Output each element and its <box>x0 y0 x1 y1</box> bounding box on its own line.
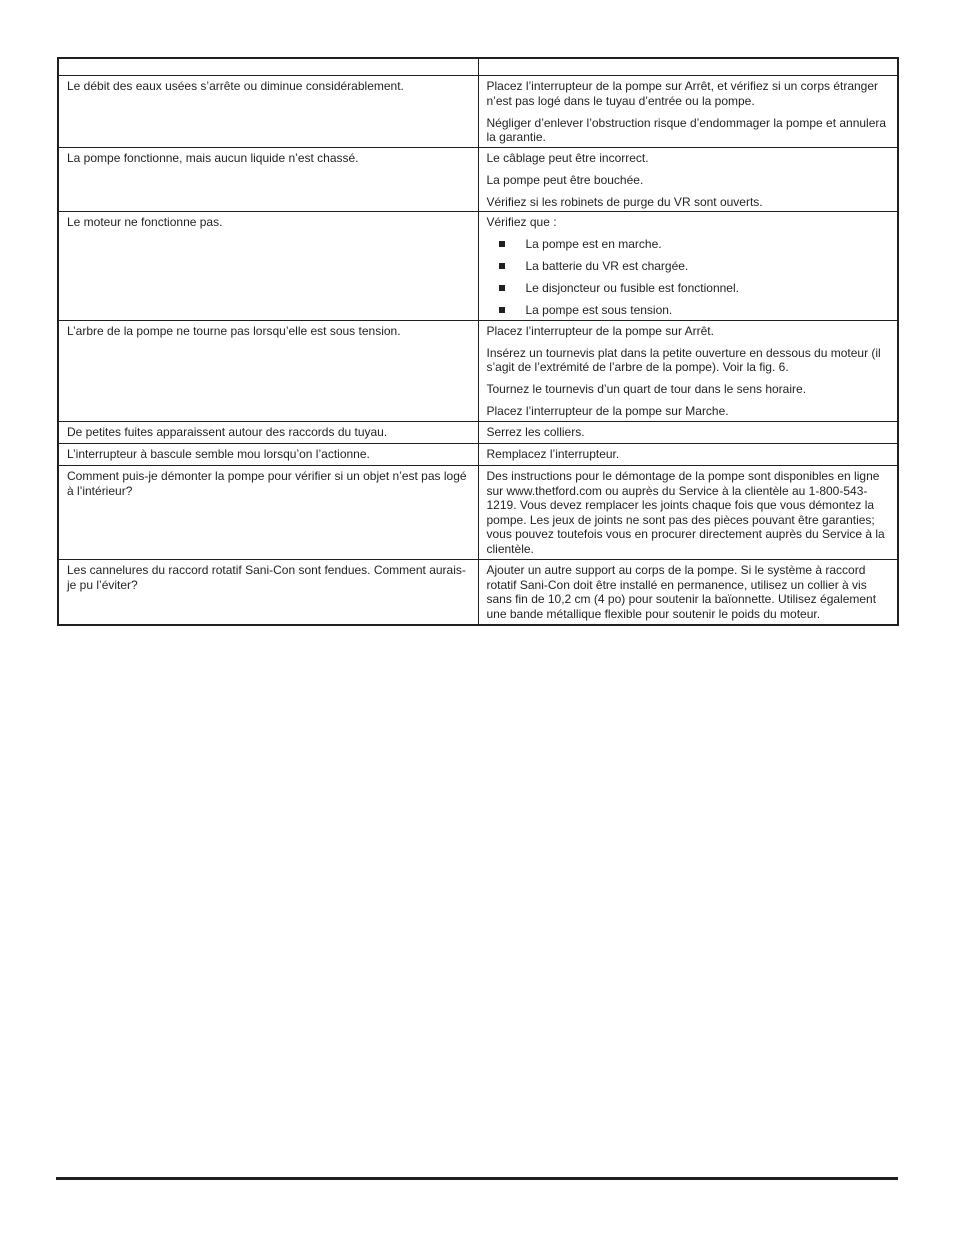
problem-text: La pompe fonctionne, mais aucun liquide n’est chassé. <box>67 150 359 165</box>
solution-text: Le câblage peut être incorrect. <box>486 150 649 165</box>
solution-text: Serrez les colliers. <box>486 425 585 439</box>
troubleshooting-table <box>57 57 899 626</box>
problem-cell <box>58 466 478 560</box>
problem-text: Les cannelures du raccord rotatif Sani-Con sont fendues. Comment aurais-je pu l’éviter? <box>67 563 466 592</box>
problem-cell <box>58 76 478 148</box>
solution-cell <box>478 320 898 421</box>
solution-text: Placez l’interrupteur de la pompe sur Marche. <box>486 404 729 419</box>
footer-divider <box>56 1177 898 1180</box>
bullet-item: La batterie du VR est chargée. <box>487 259 892 274</box>
solution-text: Des instructions pour le démontage de la pompe sont disponibles en ligne sur www.thetford.com ou auprès du Service à la clientèle au 1-800-543-1219. Vous devez remplacer les joints chaque fois que vous démontez la pompe. Les jeux de joints ne sont pas des pièces pouvant être garanties; vous pouvez toutefois vous en procurer directement auprès du Service à la clientèle. <box>486 469 885 556</box>
problem-cell <box>58 147 478 212</box>
problem-text: De petites fuites apparaissent autour des raccords du tuyau. <box>67 425 388 439</box>
solution-cell <box>478 444 898 466</box>
table-row <box>58 147 898 212</box>
solution-text: Insérez un tournevis plat dans la petite ouverture en dessous du moteur (il s’agit de l’extrémité de l’arbre de la pompe). Voir la fig. 6. <box>486 345 881 375</box>
problem-cell <box>58 212 478 321</box>
table-row <box>58 466 898 560</box>
solution-text: Placez l’interrupteur de la pompe sur Arrêt, et vérifiez si un corps étranger n’est pas logé dans le tuyau d’entrée ou la pompe. <box>486 79 879 108</box>
solution-cell <box>478 422 898 444</box>
problem-cell <box>58 444 478 466</box>
problem-text: L’arbre de la pompe ne tourne pas lorsqu’elle est sous tension. <box>67 323 401 338</box>
solution-text: Remplacez l’interrupteur. <box>486 447 620 461</box>
solution-text: Négliger d’enlever l’obstruction risque d’endommager la pompe et annulera la garantie. <box>486 115 887 145</box>
problem-text: L’interrupteur à bascule semble mou lorsqu’on l’actionne. <box>67 447 370 461</box>
solution-cell <box>478 212 898 321</box>
problem-text: Comment puis-je démonter la pompe pour vérifier si un objet n’est pas logé à l’intérieur? <box>67 469 467 498</box>
solution-cell <box>478 560 898 626</box>
problem-text: Le débit des eaux usées s’arrête ou diminue considérablement. <box>67 79 404 93</box>
solution-text: La pompe peut être bouchée. <box>486 172 644 187</box>
problem-cell <box>58 560 478 626</box>
solution-text: Vérifiez si les robinets de purge du VR sont ouverts. <box>486 194 763 209</box>
bullet-item: La pompe est en marche. <box>487 237 892 252</box>
problem-cell <box>58 320 478 421</box>
solution-text: Placez l’interrupteur de la pompe sur Arrêt. <box>486 323 714 338</box>
problem-cell <box>58 422 478 444</box>
table-row <box>58 444 898 466</box>
solution-text: Ajouter un autre support au corps de la pompe. Si le système à raccord rotatif Sani-Con doit être installé en permanence, utilisez un collier à vis sans fin de 10,2 cm (4 po) pour soutenir la baïonnette. Utilisez également une bande métallique flexible pour soutenir le poids du moteur. <box>486 563 877 621</box>
table-row <box>58 320 898 421</box>
table-header-row <box>58 58 898 76</box>
table-row <box>58 76 898 148</box>
header-cell-solution <box>478 58 898 76</box>
table-row <box>58 560 898 626</box>
bullet-item: La pompe est sous tension. <box>487 303 892 318</box>
problem-text: Le moteur ne fonctionne pas. <box>67 215 223 230</box>
solution-cell <box>478 147 898 212</box>
solution-cell <box>478 76 898 148</box>
header-cell-problem <box>58 58 478 76</box>
table-row <box>58 422 898 444</box>
bullet-item: Le disjoncteur ou fusible est fonctionnel. <box>487 281 892 296</box>
solution-cell <box>478 466 898 560</box>
solution-text: Tournez le tournevis d’un quart de tour dans le sens horaire. <box>486 382 807 397</box>
table-row <box>58 212 898 321</box>
solution-intro: Vérifiez que : <box>486 215 557 230</box>
